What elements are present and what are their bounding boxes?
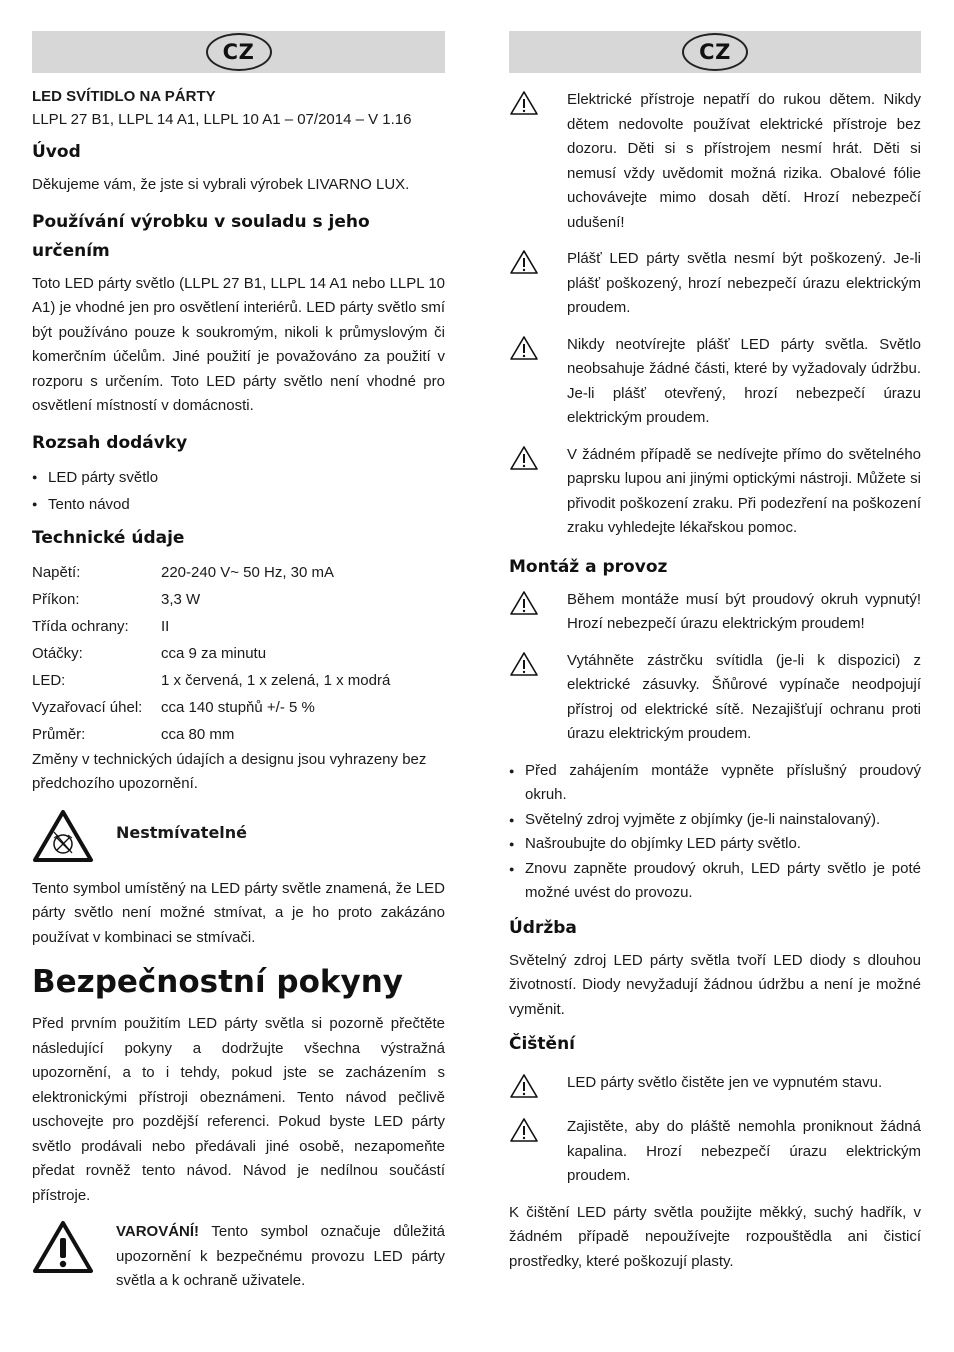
- pouziti-text: Toto LED párty světlo (LLPL 27 B1, LLPL 14 A1 nebo LLPL 10 A1) je vhodné jen pro osvětlení interiérů. LED párty světlo smí být používáno pouze k soukromým, nikoli k průmyslovým či komerčním účelům. Jiné použití je považováno za použití v rozporu s určením. Toto LED párty světlo není vhodné pro osvětlení místností v domácnosti.: [32, 274, 445, 414]
- warning-text: LED párty světlo čistěte jen ve vypnutém stavu.: [567, 1074, 883, 1091]
- spec-value: 3,3 W: [161, 590, 201, 608]
- heading-pouziti: Používání výrobku v souladu s jeho určením: [32, 211, 370, 261]
- warning-icon: [509, 588, 567, 620]
- warning-item: [509, 649, 921, 747]
- table-row: [32, 721, 445, 748]
- varovani-paragraph: [116, 1220, 445, 1294]
- spec-key: Napětí:: [32, 563, 81, 581]
- cisteni-text: K čištění LED párty světla použijte měkký, suchý hadřík, v žádném případě nepoužívejte rozpouštědla ani čisticí prostředky, které poškozují plasty.: [509, 1203, 921, 1270]
- no-dimmer-icon: [32, 809, 116, 867]
- warning-text: Elektrické přístroje nepatří do rukou dětem. Nikdy dětem nedovolte používat elektrické přístroje bez dozoru. Děti si s přístrojem nesmí hrát. Děti si nemusí vždy uvědomit možná rizika. Obalové fólie uchovávejte mimo dosah dětí. Hrozí nebezpečí udušení!: [567, 91, 921, 231]
- list-item: ● Znovu zapněte proudový okruh, LED párty světlo je poté možné uvést do provozu.: [509, 857, 921, 906]
- heading-bezpecnost: Bezpečnostní pokyny: [32, 964, 404, 1000]
- warning-item: [509, 88, 921, 235]
- right-column: [509, 31, 921, 1274]
- heading-cisteni: Čištění: [509, 1034, 576, 1054]
- table-row: [32, 613, 445, 640]
- spec-key: Otáčky:: [32, 644, 83, 662]
- table-row: [32, 640, 445, 667]
- varovani-block: [32, 1220, 445, 1294]
- table-row: [32, 559, 445, 586]
- spec-key: Příkon:: [32, 590, 80, 608]
- warning-icon: [509, 1115, 567, 1147]
- bezpecnost-text: Před prvním použitím LED párty světla si pozorně přečtěte následující pokyny a dodržujte všechna výstražná upozornění, a to i tehdy, pokud jste se zacházením s elektronickými přístroji obeznámeni. Tento návod pečlivě uschovejte pro pozdější referenci. Pokud byste LED párty světlo prodávali nebo předávali jiné osobě, nezapomeňte předat rovněž tento návod. Návod je nedílnou součástí přístroje.: [32, 1015, 445, 1204]
- montaz-list: [509, 759, 921, 906]
- warning-text: Vytáhněte zástrčku svítidla (je-li k dispozici) z elektrické zásuvky. Šňůrové vypínače neodpojují přístroj od elektrické sítě. Nezajišťují ochranu proti úrazu elektrickým proudem.: [567, 651, 921, 742]
- warning-text: Během montáže musí být proudový okruh vypnutý! Hrozí nebezpečí úrazu elektrickým proudem!: [567, 590, 921, 632]
- language-banner: [32, 31, 445, 73]
- nestmivatelne-label: Nestmívatelné: [116, 822, 248, 842]
- warning-item: [509, 443, 921, 541]
- warning-item: [509, 1115, 921, 1189]
- spec-value: cca 80 mm: [161, 725, 235, 743]
- left-column: [32, 31, 445, 1304]
- document-title: LED SVÍTIDLO NA PÁRTY: [32, 88, 216, 105]
- udrzba-text: Světelný zdroj LED párty světla tvoří LED diody s dlouhou životností. Diody nevyžadují žádnou údržbu a není je možné vyměnit.: [509, 951, 921, 1018]
- warning-item: [509, 588, 921, 637]
- table-row: [32, 586, 445, 613]
- rozsah-list: [32, 464, 445, 518]
- warning-icon: [509, 649, 567, 681]
- heading-rozsah: Rozsah dodávky: [32, 432, 188, 453]
- warning-icon: [509, 247, 567, 279]
- nestmivatelne-text: Tento symbol umístěný na LED párty světle znamená, že LED párty světlo není možné stmívat, a je ho proto zakázáno používat v kombinaci se stmívači.: [32, 879, 445, 946]
- list-item: ● Před zahájením montáže vypněte příslušný proudový okruh.: [509, 759, 921, 808]
- spec-table: [32, 559, 445, 748]
- heading-technicke: Technické údaje: [32, 527, 185, 548]
- warning-item: [509, 333, 921, 431]
- warning-text: Plášť LED párty světla nesmí být poškozený. Je-li plášť poškozený, hrozí nebezpečí úrazu elektrickým proudem.: [567, 250, 921, 316]
- spec-value: cca 9 za minutu: [161, 644, 267, 662]
- warning-icon: [509, 88, 567, 120]
- heading-uvod: Úvod: [32, 142, 81, 162]
- warning-text: Zajistěte, aby do pláště nemohla proniknout žádná kapalina. Hrozí nebezpečí úrazu elektrickým proudem.: [567, 1118, 921, 1184]
- language-badge: CZ: [206, 33, 272, 71]
- warning-icon: [509, 1071, 567, 1103]
- spec-value: 220-240 V~ 50 Hz, 30 mA: [161, 563, 335, 581]
- document-subtitle: LLPL 27 B1, LLPL 14 A1, LLPL 10 A1 – 07/2014 – V 1.16: [32, 111, 412, 128]
- spec-note: Změny v technických údajích a designu jsou vyhrazeny bez předchozího upozornění.: [32, 750, 427, 792]
- language-badge: CZ: [682, 33, 748, 71]
- warning-icon: [509, 333, 567, 365]
- list-item: ● Tento návod: [32, 491, 445, 518]
- list-item: ● Našroubujte do objímky LED párty světlo.: [509, 832, 921, 857]
- language-banner: [509, 31, 921, 73]
- warning-icon: [509, 443, 567, 475]
- heading-montaz: Montáž a provoz: [509, 556, 668, 577]
- nestmivatelne-block: [32, 809, 445, 867]
- warning-text: V žádném případě se nedívejte přímo do světelného paprsku lupou ani jinými optickými nástroji. Můžete si přivodit poškození zraku. Při podezření na poškození zraku vyhledejte lékařskou pomoc.: [567, 445, 921, 536]
- spec-key: LED:: [32, 671, 66, 689]
- warning-text: Nikdy neotvírejte plášť LED párty světla. Světlo neobsahuje žádné části, které by vyžadovaly údržbu. Je-li plášť otevřený, hrozí nebezpečí úrazu elektrickým proudem.: [567, 335, 921, 426]
- table-row: [32, 667, 445, 694]
- spec-value: cca 140 stupňů +/- 5 %: [161, 698, 315, 716]
- varovani-text: Tento symbol označuje důležitá upozornění k bezpečnému provozu LED párty světla a k ochraně uživatele.: [116, 1223, 445, 1289]
- spec-key: Průměr:: [32, 725, 86, 743]
- warning-item: [509, 247, 921, 321]
- warning-exclamation-icon: [32, 1220, 116, 1278]
- list-item: ● Světelný zdroj vyjměte z objímky (je-li nainstalovaný).: [509, 808, 921, 833]
- heading-udrzba: Údržba: [509, 917, 577, 938]
- warning-item: [509, 1071, 921, 1103]
- varovani-label: VAROVÁNÍ!: [116, 1223, 200, 1240]
- list-item: ● LED párty světlo: [32, 464, 445, 491]
- uvod-text: Děkujeme vám, že jste si vybrali výrobek LIVARNO LUX.: [32, 176, 410, 193]
- spec-key: Vyzařovací úhel:: [32, 698, 143, 716]
- table-row: [32, 694, 445, 721]
- spec-value: II: [161, 617, 170, 635]
- spec-value: 1 x červená, 1 x zelená, 1 x modrá: [161, 671, 391, 689]
- spec-key: Třída ochrany:: [32, 617, 129, 635]
